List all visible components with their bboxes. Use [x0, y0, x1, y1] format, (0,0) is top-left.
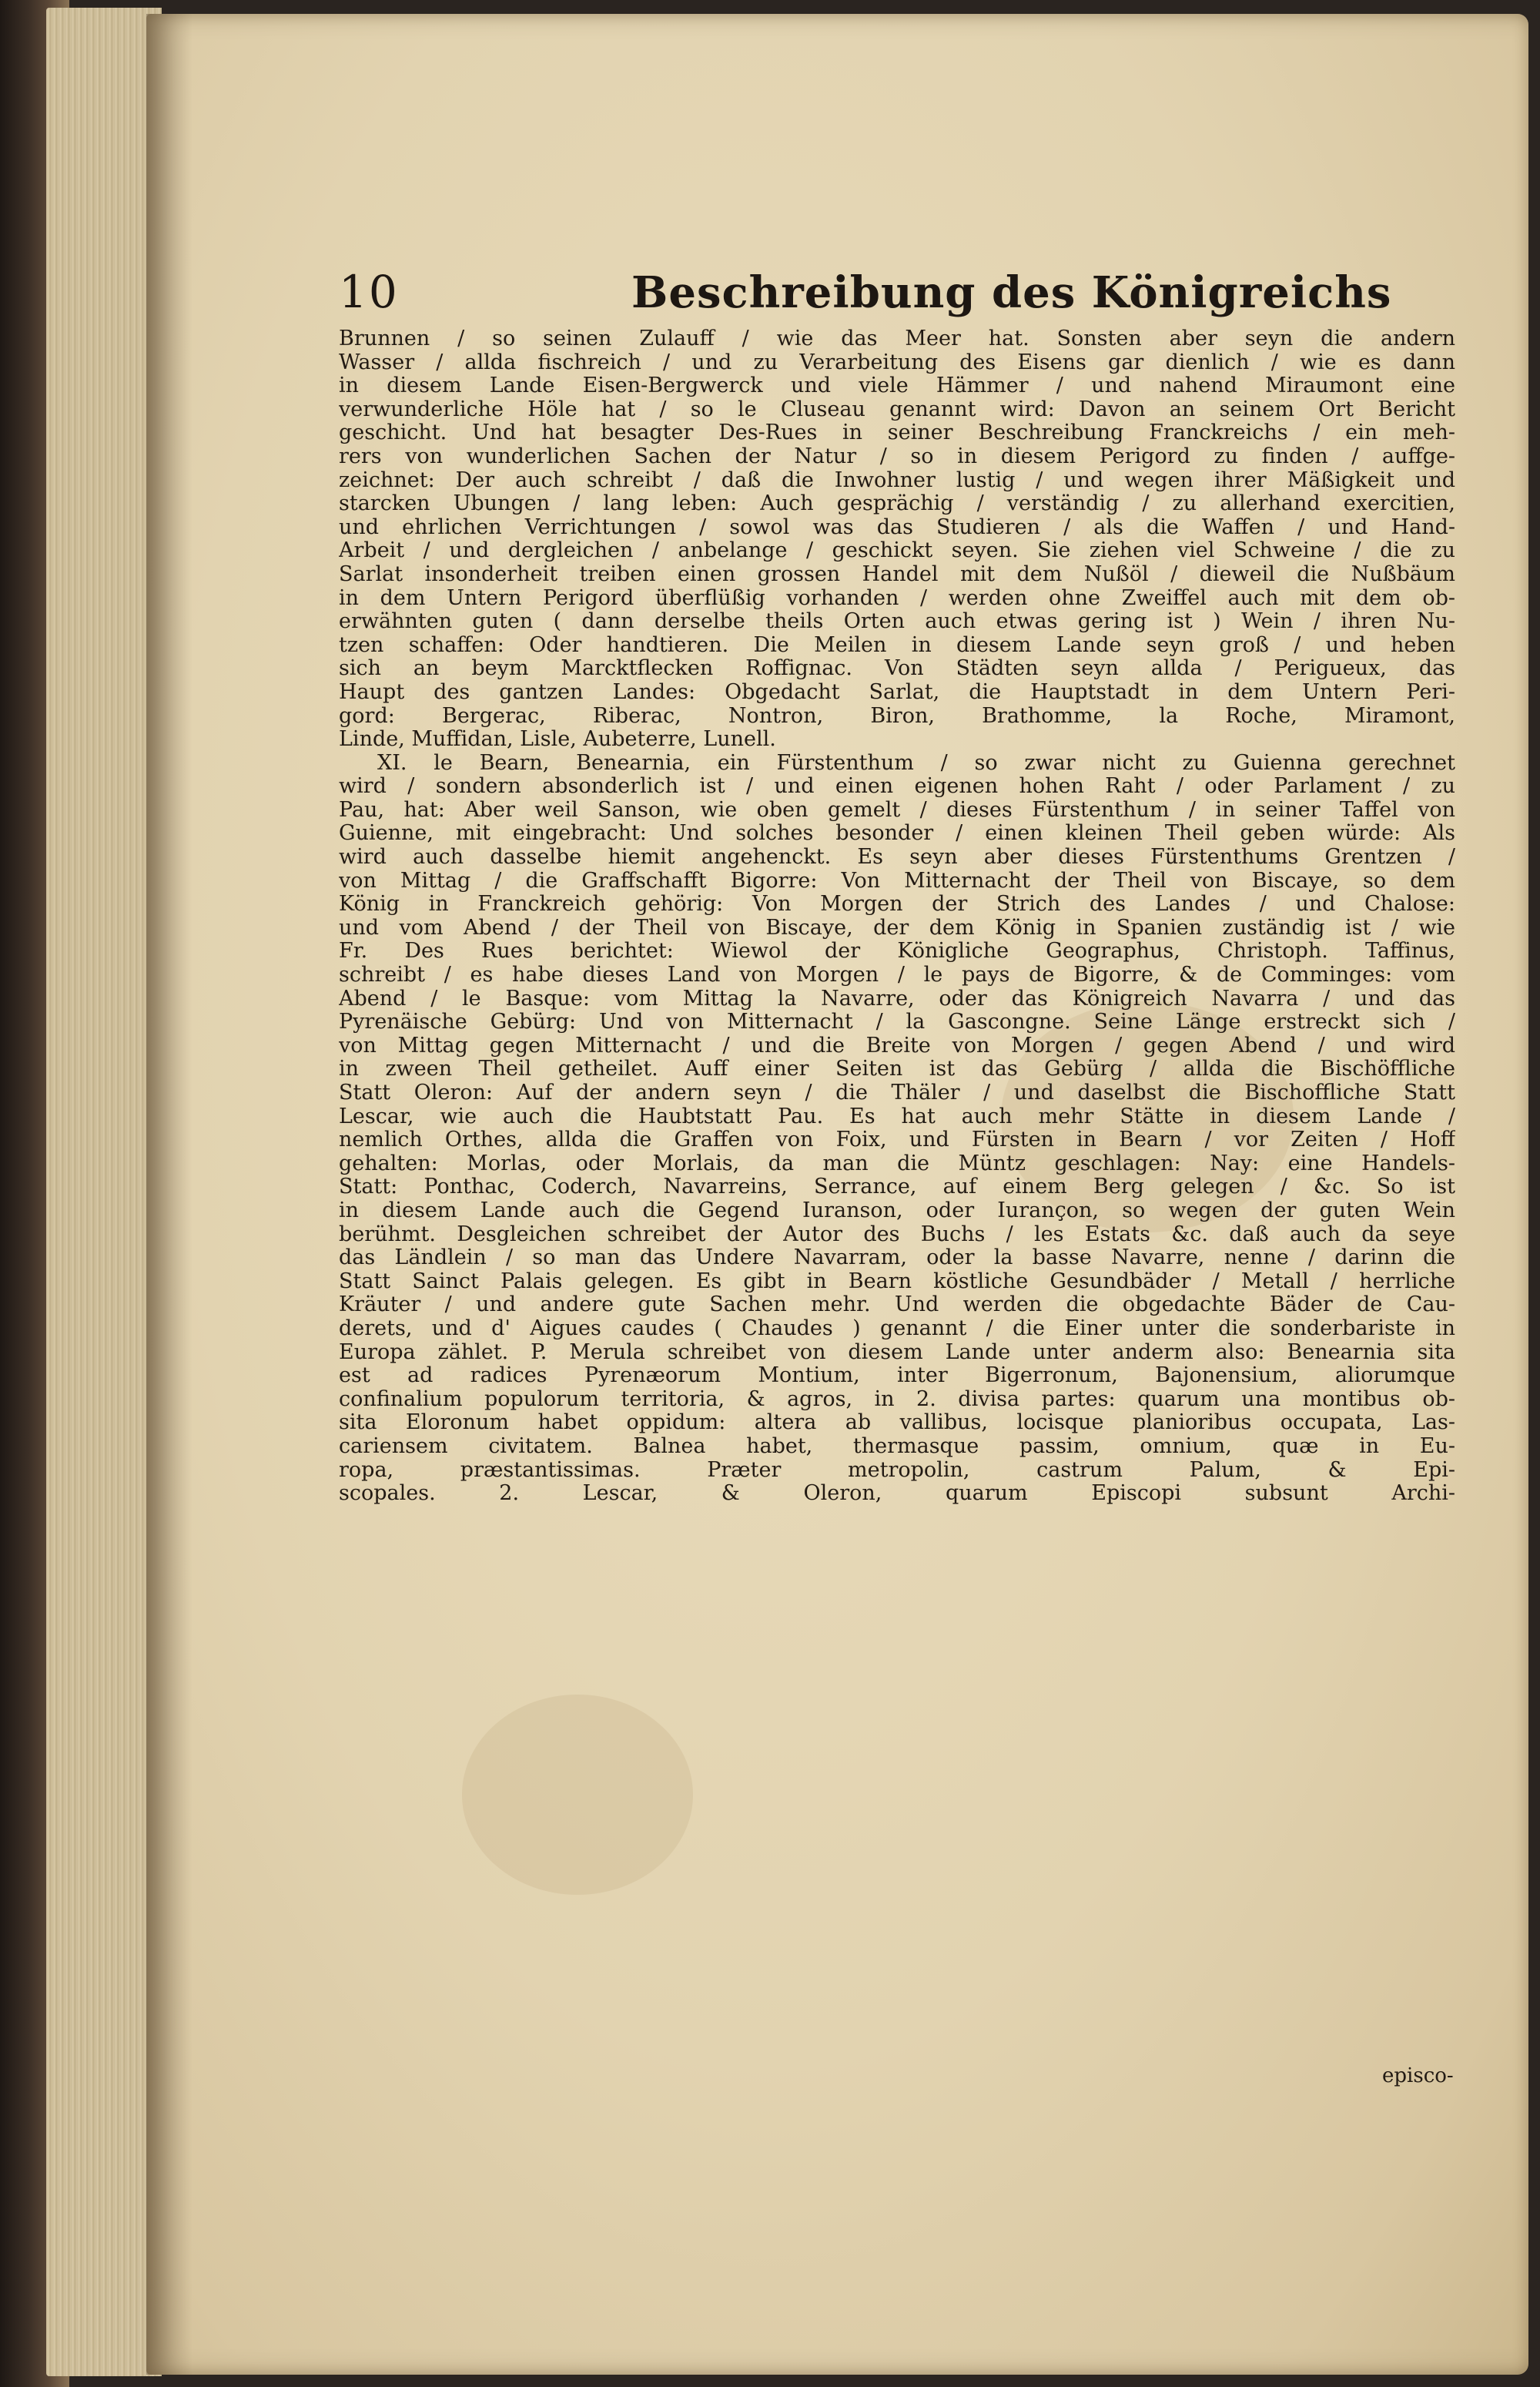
text-line: schreibt / es habe dieses Land von Morgen / le pays de Bigorre, & de Comminges: vom — [339, 964, 1455, 987]
text-line: scopales. 2. Lescar, & Oleron, quarum Episcopi subsunt Archi- — [339, 1482, 1455, 1506]
text-line: erwähnten guten ( dann derselbe theils Orten auch etwas gering ist ) Wein / ihren Nu- — [339, 610, 1455, 634]
text-line: starcken Ubungen / lang leben: Auch gesprächig / verständig / zu allerhand exercitien, — [339, 492, 1455, 516]
text-line: und vom Abend / der Theil von Biscaye, der dem König in Spanien zuständig ist / wie — [339, 916, 1455, 940]
text-line: in diesem Lande auch die Gegend Iuranson, oder Iurançon, so wegen der guten Wein — [339, 1199, 1455, 1222]
page-stack — [46, 8, 162, 2376]
text-line: berühmt. Desgleichen schreibet der Autor des Buchs / les Estats &c. daß auch da seye — [339, 1222, 1455, 1246]
text-line: Pyrenäische Gebürg: Und von Mitternacht / la Gascongne. Seine Länge erstreckt sich / — [339, 1011, 1455, 1034]
text-line: Pau, hat: Aber weil Sanson, wie oben gemelt / dieses Fürstenthum / in seiner Taffel von — [339, 798, 1455, 822]
text-line: confinalium populorum territoria, & agros, in 2. divisa partes: quarum una montibus ob- — [339, 1387, 1455, 1411]
section-start-line: XI. le Bearn, Benearnia, ein Fürstenthum / so zwar nicht zu Guienna gerechnet — [377, 751, 1455, 775]
text-line: gehalten: Morlas, oder Morlais, da man die Müntz geschlagen: Nay: eine Handels- — [339, 1152, 1455, 1175]
catchword: episco- — [1382, 2064, 1454, 2087]
text-line: Haupt des gantzen Landes: Obgedacht Sarlat, die Hauptstadt in dem Untern Peri- — [339, 680, 1455, 704]
text-line: ropa, præstantissimas. Præter metropolin, castrum Palum, & Epi- — [339, 1458, 1455, 1482]
text-line: gord: Bergerac, Riberac, Nontron, Biron, Brathomme, la Roche, Miramont, — [339, 704, 1455, 728]
text-line: sich an beym Marcktflecken Roffignac. Von Städten seyn allda / Perigueux, das — [339, 657, 1455, 681]
page-header — [339, 266, 1448, 335]
text-line: Europa zählet. P. Merula schreibet von diesem Lande unter anderm also: Benearnia sita — [339, 1340, 1455, 1364]
text-line: est ad radices Pyrenæorum Montium, inter Bigerronum, Bajonensium, aliorumque — [339, 1364, 1455, 1388]
text-line: Guienne, mit eingebracht: Und solches besonder / einen kleinen Theil geben würde: Als — [339, 822, 1455, 846]
paper-stain — [462, 1695, 693, 1895]
text-line: derets, und d' Aigues caudes ( Chaudes ) genannt / die Einer unter die sonderbariste in — [339, 1316, 1455, 1340]
text-line: verwunderliche Höle hat / so le Cluseau genannt wird: Davon an seinem Ort Bericht — [339, 397, 1455, 421]
gutter-shadow — [146, 14, 192, 2375]
text-line: von Mittag gegen Mitternacht / und die Breite von Morgen / gegen Abend / und wird — [339, 1034, 1455, 1058]
text-line: tzen schaffen: Oder handtieren. Die Meilen in diesem Lande seyn groß / und heben — [339, 633, 1455, 657]
text-line: das Ländlein / so man das Undere Navarram, oder la basse Navarre, nenne / darinn die — [339, 1246, 1455, 1270]
text-line: nemlich Orthes, allda die Graffen von Foix, und Fürsten in Bearn / vor Zeiten / Hoff — [339, 1128, 1455, 1152]
text-line: Sarlat insonderheit treiben einen grossen Handel mit dem Nußöl / dieweil die Nußbäum — [339, 562, 1455, 586]
text-line: Statt Oleron: Auf der andern seyn / die Thäler / und daselbst die Bischoffliche Statt — [339, 1081, 1455, 1105]
text-line: Fr. Des Rues berichtet: Wiewol der Königliche Geographus, Christoph. Taffinus, — [339, 940, 1455, 964]
text-line: Statt Sainct Palais gelegen. Es gibt in Bearn köstliche Gesundbäder / Metall / herrliche — [339, 1269, 1455, 1293]
text-line: Abend / le Basque: vom Mittag la Navarre, oder das Königreich Navarra / und das — [339, 987, 1455, 1011]
page-number: 10 — [339, 266, 399, 318]
text-line: wird auch dasselbe hiemit angehenckt. Es seyn aber dieses Fürstenthums Grentzen / — [339, 846, 1455, 870]
text-line: Linde, Muffidan, Lisle, Aubeterre, Lunell. — [339, 728, 776, 752]
text-line: cariensem civitatem. Balnea habet, thermasque passim, omnium, quæ in Eu- — [339, 1434, 1455, 1458]
text-line: von Mittag / die Graffschafft Bigorre: Von Mitternacht der Theil von Biscaye, so dem — [339, 869, 1455, 893]
text-line: Arbeit / und dergleichen / anbelange / geschickt seyen. Sie ziehen viel Schweine / die zu — [339, 539, 1455, 563]
text-line: wird / sondern absonderlich ist / und einen eigenen hohen Raht / oder Parlament / zu — [339, 775, 1455, 799]
text-line: in diesem Lande Eisen-Bergwerck und viele Hämmer / und nahend Miraumont eine — [339, 374, 1455, 398]
text-line: und ehrlichen Verrichtungen / sowol was das Studieren / als die Waffen / und Hand- — [339, 515, 1455, 539]
text-line: Statt: Ponthac, Coderch, Navarreins, Serrance, auf einem Berg gelegen / &c. So ist — [339, 1175, 1455, 1199]
text-line: Brunnen / so seinen Zulauff / wie das Meer hat. Sonsten aber seyn die andern — [339, 327, 1455, 350]
text-line: Wasser / allda fischreich / und zu Verarbeitung des Eisens gar dienlich / wie es dann — [339, 350, 1455, 374]
text-line: König in Franckreich gehörig: Von Morgen der Strich des Landes / und Chalose: — [339, 893, 1455, 917]
text-line: Kräuter / und andere gute Sachen mehr. Und werden die obgedachte Bäder de Cau- — [339, 1293, 1455, 1317]
text-line: in dem Untern Perigord überflüßig vorhanden / werden ohne Zweiffel auch mit dem ob- — [339, 586, 1455, 610]
text-line: zeichnet: Der auch schreibt / daß die Inwohner lustig / und wegen ihrer Mäßigkeit und — [339, 468, 1455, 492]
body-text — [339, 327, 1455, 1506]
text-line: sita Eloronum habet oppidum: altera ab vallibus, locisque planioribus occupata, Las- — [339, 1411, 1455, 1435]
text-line: Lescar, wie auch die Haubtstatt Pau. Es hat auch mehr Stätte in diesem Lande / — [339, 1105, 1455, 1128]
text-line: geschicht. Und hat besagter Des-Rues in seiner Beschreibung Franckreichs / ein meh- — [339, 421, 1455, 445]
text-line: in zween Theil getheilet. Auff einer Seiten ist das Gebürg / allda die Bischöffliche — [339, 1058, 1455, 1081]
text-line: rers von wunderlichen Sachen der Natur / so in diesem Perigord zu finden / auffge- — [339, 444, 1455, 468]
running-head: Beschreibung des Königreichs — [631, 267, 1392, 318]
